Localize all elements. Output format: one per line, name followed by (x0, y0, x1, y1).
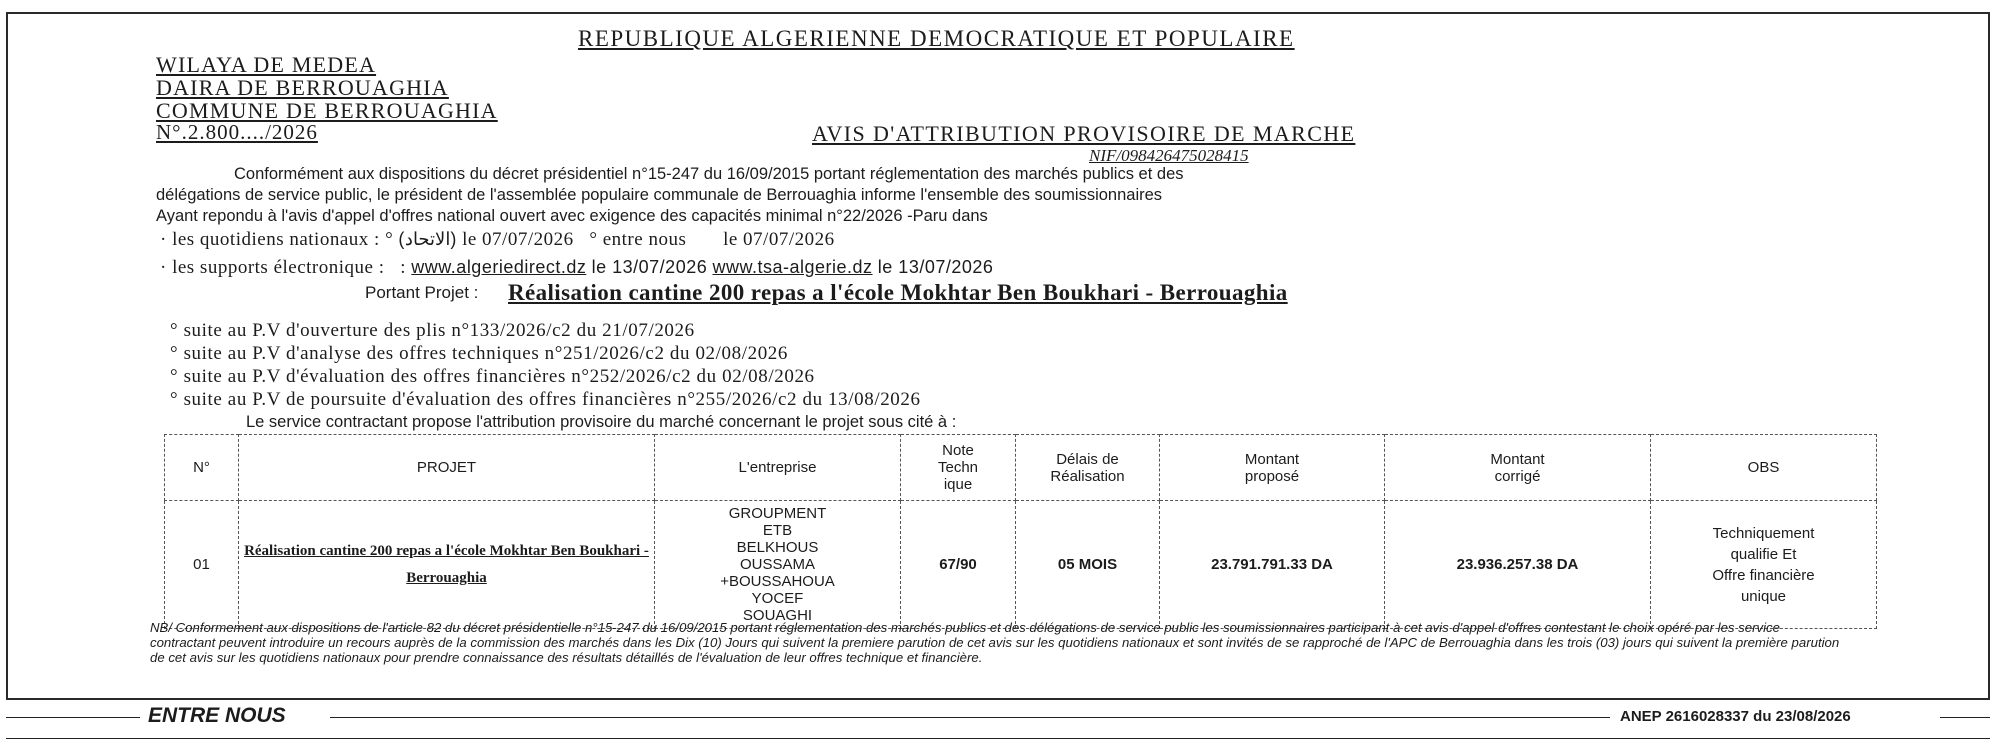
intro-line-2: délégations de service public, le président de l'assemblée populaire communale de Berrouaghia informe l'ensemble des soumissionnaires (156, 186, 1163, 204)
website-2-date: le 13/07/2026 (877, 257, 994, 277)
footer-rule-left (6, 717, 140, 718)
project-title: Réalisation cantine 200 repas a l'école Mokhtar Ben Boukhari - Berrouaghia (508, 280, 1288, 305)
bullet: · (160, 257, 173, 278)
reference-number: N°.2.800..../2026 (156, 120, 318, 144)
intro-paragraph (156, 164, 1756, 227)
footer-anep-reference: ANEP 2616028337 du 23/08/2026 (1620, 708, 1851, 725)
col-header-proposed-amount: Montant proposé (1160, 435, 1385, 501)
wilaya-line: WILAYA DE MEDEA (156, 52, 377, 77)
footer-rule-right (1940, 717, 1990, 718)
commune-line: COMMUNE DE BERROUAGHIA (156, 98, 498, 123)
pv-item: ° suite au P.V d'ouverture des plis n°133/2026/c2 du 21/07/2026 (170, 320, 695, 341)
award-table (164, 434, 1877, 629)
intro-line-1: Conformément aux dispositions du décret présidentiel n°15-247 du 16/09/2015 portant réglementation des marchés publics et des (234, 165, 1184, 183)
newspapers-label: les quotidiens nationaux : (172, 229, 380, 250)
bullet: ° (578, 229, 603, 250)
websites-label: les supports électronique : (172, 257, 385, 278)
website-2-link[interactable]: www.tsa-algerie.dz (712, 257, 873, 277)
pv-item: ° suite au P.V de poursuite d'évaluation des offres financières n°255/2026/c2 du 13/08/2026 (170, 389, 921, 410)
row-project: Réalisation cantine 200 repas a l'école Mokhtar Ben Boukhari - Berrouaghia (239, 501, 655, 629)
row-tech-score: 67/90 (901, 501, 1016, 629)
nb-note: NB/ Conformement aux dispositions de l'article 82 du décret présidentielle n°15-247 du 16/09/2015 portant réglementation des marchés publics et des délégations de service public les soumissionnaires participant à cet avis d'appel d'offres contestant le choix opéré par les service contractant peuvent introduire un recours auprès de la commission des marchés dans les Dix (10) Jours qui suivent la premiere parution de cet avis sur les quotidiens nationaux et sont invités de se rapproché de l'APC de Berrouaghia dans les trois (03) jours qui suivent la première parution de cet avis sur les quotidiens nationaux pour prendre connaissance des résultats détaillés de l'évaluation de leur offres technique et financière. (150, 620, 1840, 665)
nif-number: NIF/098426475028415 (1089, 146, 1249, 165)
newspapers-line (160, 229, 835, 251)
row-number: 01 (165, 501, 239, 629)
col-header-deadline: Délais de Réalisation (1016, 435, 1160, 501)
bullet: · (160, 229, 173, 250)
footer-publication: ENTRE NOUS (148, 704, 286, 727)
pv-text: suite au P.V d'évaluation des offres financières n°252/2026/c2 du 02/08/2026 (183, 366, 815, 387)
pv-text: suite au P.V de poursuite d'évaluation des offres financières n°255/2026/c2 du 13/08/2026 (183, 389, 921, 410)
notice-title: AVIS D'ATTRIBUTION PROVISOIRE DE MARCHE (812, 121, 1356, 146)
republic-heading: REPUBLIQUE ALGERIENNE DEMOCRATIQUE ET POPULAIRE (578, 26, 1295, 51)
daira-line: DAIRA DE BERROUAGHIA (156, 75, 449, 100)
intro-line-3: Ayant repondu à l'avis d'appel d'offres national ouvert avec exigence des capacités minimal n°22/2026 -Paru dans (156, 207, 988, 225)
table-header-row (165, 435, 1877, 501)
newspaper-2-name: entre nous (602, 229, 687, 250)
col-header-tech-score: Note Techn ique (901, 435, 1016, 501)
gap (692, 229, 718, 250)
col-header-obs: OBS (1651, 435, 1877, 501)
row-corrected-amount: 23.936.257.38 DA (1385, 501, 1651, 629)
service-statement: Le service contractant propose l'attribution provisoire du marché concernant le projet sous cité à : (246, 413, 957, 431)
row-obs: Techniquement qualifie Et Offre financière unique (1651, 501, 1877, 629)
col-header-number: N° (165, 435, 239, 501)
next-ad-border (6, 738, 1990, 739)
bullet: : (389, 257, 412, 278)
col-header-corrected-amount: Montant corrigé (1385, 435, 1651, 501)
pv-text: suite au P.V d'analyse des offres techniques n°251/2026/c2 du 02/08/2026 (183, 343, 789, 364)
website-1-link[interactable]: www.algeriedirect.dz (411, 257, 587, 277)
col-header-company: L'entreprise (655, 435, 901, 501)
website-1-date: le 13/07/2026 (591, 257, 708, 277)
pv-item: ° suite au P.V d'évaluation des offres financières n°252/2026/c2 du 02/08/2026 (170, 366, 815, 387)
newspaper-2-date: le 07/07/2026 (723, 229, 835, 250)
bullet: ° (385, 229, 399, 250)
project-label: Portant Projet : (365, 283, 479, 302)
col-header-project: PROJET (239, 435, 655, 501)
row-deadline: 05 MOIS (1016, 501, 1160, 629)
newspaper-1-date: le 07/07/2026 (462, 229, 574, 250)
newspaper-1-name: (الاتحاد) (398, 229, 457, 249)
row-company: GROUPMENT ETB BELKHOUS OUSSAMA +BOUSSAHOUA YOCEF SOUAGHI (655, 501, 901, 629)
pv-item: ° suite au P.V d'analyse des offres techniques n°251/2026/c2 du 02/08/2026 (170, 343, 789, 364)
table-row (165, 501, 1877, 629)
websites-line (160, 257, 993, 279)
row-proposed-amount: 23.791.791.33 DA (1160, 501, 1385, 629)
footer-rule-middle (330, 717, 1610, 718)
pv-text: suite au P.V d'ouverture des plis n°133/2026/c2 du 21/07/2026 (183, 320, 695, 341)
